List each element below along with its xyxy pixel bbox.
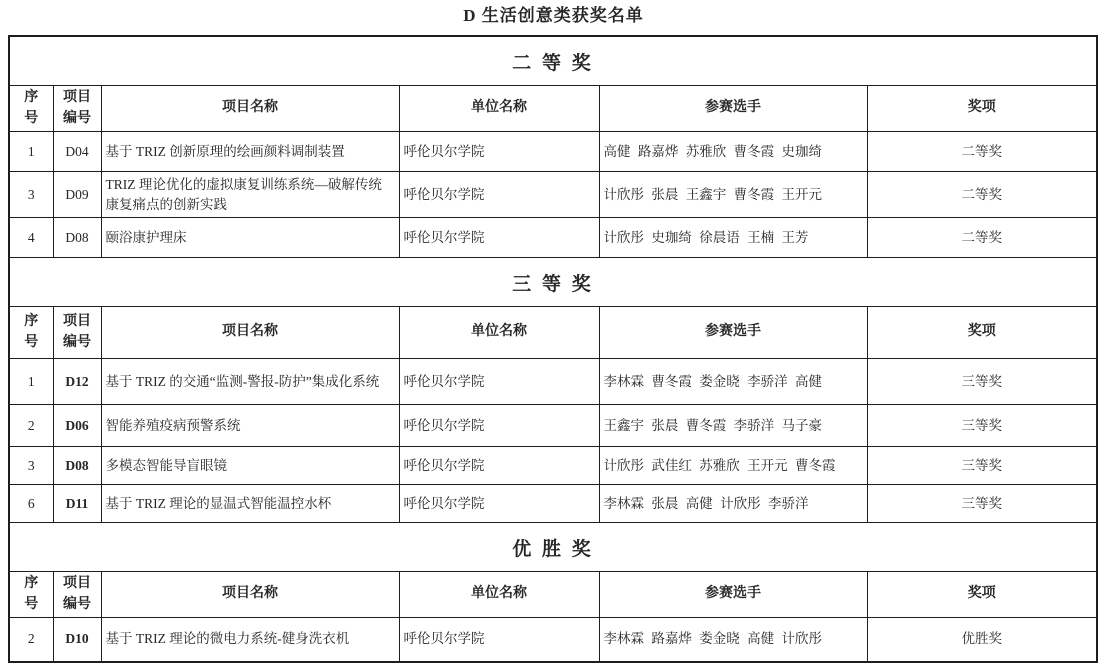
serial-cell: 2 — [9, 405, 53, 447]
table-row — [9, 359, 1097, 405]
project-code-cell: D11 — [53, 485, 101, 523]
section-title-row — [9, 258, 1097, 307]
project-name-cell: 颐浴康护理床 — [101, 218, 399, 258]
players-cell: 王鑫宇 张晨 曹冬霞 李骄洋 马子豪 — [599, 405, 867, 447]
project-name-cell: 基于 TRIZ 的交通“监测-警报-防护”集成化系统 — [101, 359, 399, 405]
serial-cell: 1 — [9, 132, 53, 172]
col-header-code: 项目编号 — [53, 572, 101, 618]
col-header-players: 参赛选手 — [599, 307, 867, 359]
section-title: 二 等 奖 — [9, 36, 1097, 86]
award-cell: 二等奖 — [867, 132, 1097, 172]
unit-name-cell: 呼伦贝尔学院 — [399, 132, 599, 172]
serial-cell: 2 — [9, 618, 53, 662]
unit-name-cell: 呼伦贝尔学院 — [399, 447, 599, 485]
section-winner-prize — [9, 523, 1097, 662]
project-code-cell: D06 — [53, 405, 101, 447]
col-header-project: 项目名称 — [101, 572, 399, 618]
unit-name-cell: 呼伦贝尔学院 — [399, 405, 599, 447]
serial-cell: 6 — [9, 485, 53, 523]
col-header-players: 参赛选手 — [599, 86, 867, 132]
col-header-code: 项目编号 — [53, 86, 101, 132]
award-cell: 优胜奖 — [867, 618, 1097, 662]
section-title: 优 胜 奖 — [9, 523, 1097, 572]
column-header-row — [9, 307, 1097, 359]
unit-name-cell: 呼伦贝尔学院 — [399, 618, 599, 662]
column-header-row — [9, 572, 1097, 618]
section-title-row — [9, 36, 1097, 86]
unit-name-cell: 呼伦贝尔学院 — [399, 359, 599, 405]
players-cell: 高健 路嘉烨 苏雅欣 曹冬霞 史珈绮 — [599, 132, 867, 172]
column-header-row — [9, 86, 1097, 132]
table-row — [9, 618, 1097, 662]
col-header-project: 项目名称 — [101, 86, 399, 132]
players-cell: 计欣彤 武佳红 苏雅欣 王开元 曹冬霞 — [599, 447, 867, 485]
table-row — [9, 405, 1097, 447]
table-row — [9, 218, 1097, 258]
col-header-unit: 单位名称 — [399, 572, 599, 618]
col-header-serial: 序号 — [9, 572, 53, 618]
table-row — [9, 485, 1097, 523]
players-cell: 李林霖 张晨 高健 计欣彤 李骄洋 — [599, 485, 867, 523]
section-title-row — [9, 523, 1097, 572]
col-header-award: 奖项 — [867, 572, 1097, 618]
project-code-cell: D10 — [53, 618, 101, 662]
project-name-cell: 多模态智能导盲眼镜 — [101, 447, 399, 485]
serial-cell: 3 — [9, 172, 53, 218]
col-header-award: 奖项 — [867, 86, 1097, 132]
project-name-cell: 基于 TRIZ 理论的显温式智能温控水杯 — [101, 485, 399, 523]
award-cell: 二等奖 — [867, 218, 1097, 258]
project-name-cell: TRIZ 理论优化的虚拟康复训练系统—破解传统康复痛点的创新实践 — [101, 172, 399, 218]
serial-cell: 4 — [9, 218, 53, 258]
players-cell: 李林霖 曹冬霞 娄金晓 李骄洋 高健 — [599, 359, 867, 405]
project-code-cell: D04 — [53, 132, 101, 172]
section-third-prize — [9, 258, 1097, 523]
project-code-cell: D12 — [53, 359, 101, 405]
project-code-cell: D09 — [53, 172, 101, 218]
award-cell: 三等奖 — [867, 447, 1097, 485]
players-cell: 计欣彤 张晨 王鑫宇 曹冬霞 王开元 — [599, 172, 867, 218]
col-header-serial: 序号 — [9, 307, 53, 359]
award-table — [8, 35, 1098, 663]
col-header-unit: 单位名称 — [399, 307, 599, 359]
award-cell: 三等奖 — [867, 485, 1097, 523]
project-name-cell: 基于 TRIZ 创新原理的绘画颜料调制装置 — [101, 132, 399, 172]
section-second-prize — [9, 36, 1097, 258]
serial-cell: 3 — [9, 447, 53, 485]
page-title: D 生活创意类获奖名单 — [463, 6, 644, 25]
col-header-project: 项目名称 — [101, 307, 399, 359]
col-header-serial: 序号 — [9, 86, 53, 132]
players-cell: 计欣彤 史珈绮 徐晨语 王楠 王芳 — [599, 218, 867, 258]
col-header-code: 项目编号 — [53, 307, 101, 359]
col-header-players: 参赛选手 — [599, 572, 867, 618]
table-row — [9, 447, 1097, 485]
unit-name-cell: 呼伦贝尔学院 — [399, 172, 599, 218]
col-header-award: 奖项 — [867, 307, 1097, 359]
project-code-cell: D08 — [53, 447, 101, 485]
section-title: 三 等 奖 — [9, 258, 1097, 307]
project-name-cell: 智能养殖疫病预警系统 — [101, 405, 399, 447]
award-cell: 二等奖 — [867, 172, 1097, 218]
unit-name-cell: 呼伦贝尔学院 — [399, 218, 599, 258]
players-cell: 李林霖 路嘉烨 娄金晓 高健 计欣彤 — [599, 618, 867, 662]
award-cell: 三等奖 — [867, 405, 1097, 447]
award-cell: 三等奖 — [867, 359, 1097, 405]
project-name-cell: 基于 TRIZ 理论的微电力系统-健身洗衣机 — [101, 618, 399, 662]
table-row — [9, 132, 1097, 172]
table-row — [9, 172, 1097, 218]
serial-cell: 1 — [9, 359, 53, 405]
project-code-cell: D08 — [53, 218, 101, 258]
unit-name-cell: 呼伦贝尔学院 — [399, 485, 599, 523]
col-header-unit: 单位名称 — [399, 86, 599, 132]
